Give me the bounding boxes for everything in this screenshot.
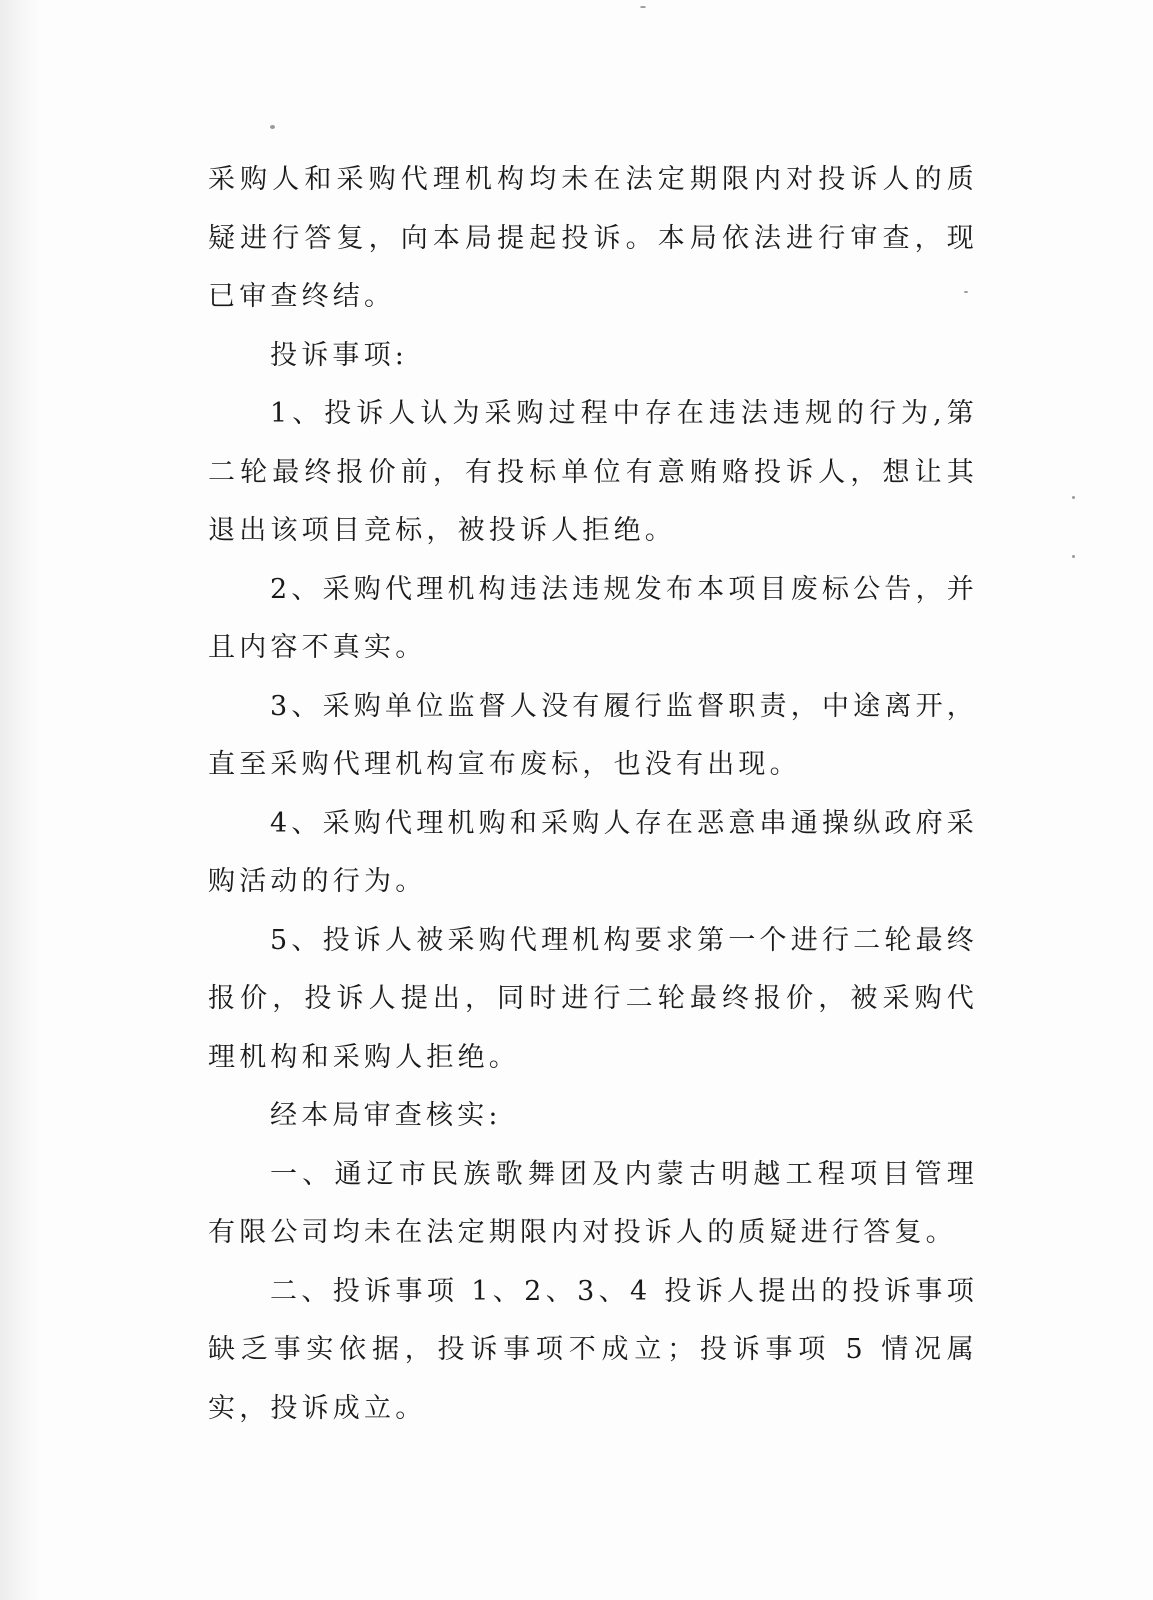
paragraph-intro: 采购人和采购代理机构均未在法定期限内对投诉人的质疑进行答复，向本局提起投诉。本局依法进行审查，现已审查终结。	[208, 164, 978, 312]
scan-speck	[640, 6, 646, 8]
paragraph-complaint-item-3: 3、采购单位监督人没有履行监督职责，中途离开，直至采购代理机构宣布废标，也没有出现。	[208, 690, 978, 780]
scan-speck	[270, 125, 275, 129]
paragraph-complaint-item-5: 5、投诉人被采购代理机构要求第一个进行二轮最终报价，投诉人提出，同时进行二轮最终报价，被采购代理机构和采购人拒绝。	[208, 924, 978, 1073]
paragraph-complaint-item-1: 1、投诉人认为采购过程中存在违法违规的行为,第二轮最终报价前，有投标单位有意贿赂投诉人，想让其退出该项目竞标，被投诉人拒绝。	[208, 398, 978, 546]
paragraph-review-heading: 经本局审查核实:	[270, 1100, 502, 1131]
paragraph-review-finding-1: 一、通辽市民族歌舞团及内蒙古明越工程项目管理有限公司均未在法定期限内对投诉人的质疑进行答复。	[208, 1158, 978, 1248]
paragraph-review-finding-2: 二、投诉事项 1、2、3、4 投诉人提出的投诉事项缺乏事实依据，投诉事项不成立；投诉事项 5 情况属实，投诉成立。	[208, 1275, 978, 1424]
scan-speck	[1072, 555, 1075, 558]
scan-speck	[1072, 496, 1075, 499]
paragraph-complaint-heading: 投诉事项:	[270, 339, 409, 371]
paragraph-complaint-item-2: 2、采购代理机构违法违规发布本项目废标公告，并且内容不真实。	[208, 573, 978, 663]
paragraph-complaint-item-4: 4、采购代理机购和采购人存在恶意串通操纵政府采购活动的行为。	[208, 807, 978, 897]
scan-edge-shadow	[0, 0, 42, 1600]
document-body	[208, 151, 978, 1438]
